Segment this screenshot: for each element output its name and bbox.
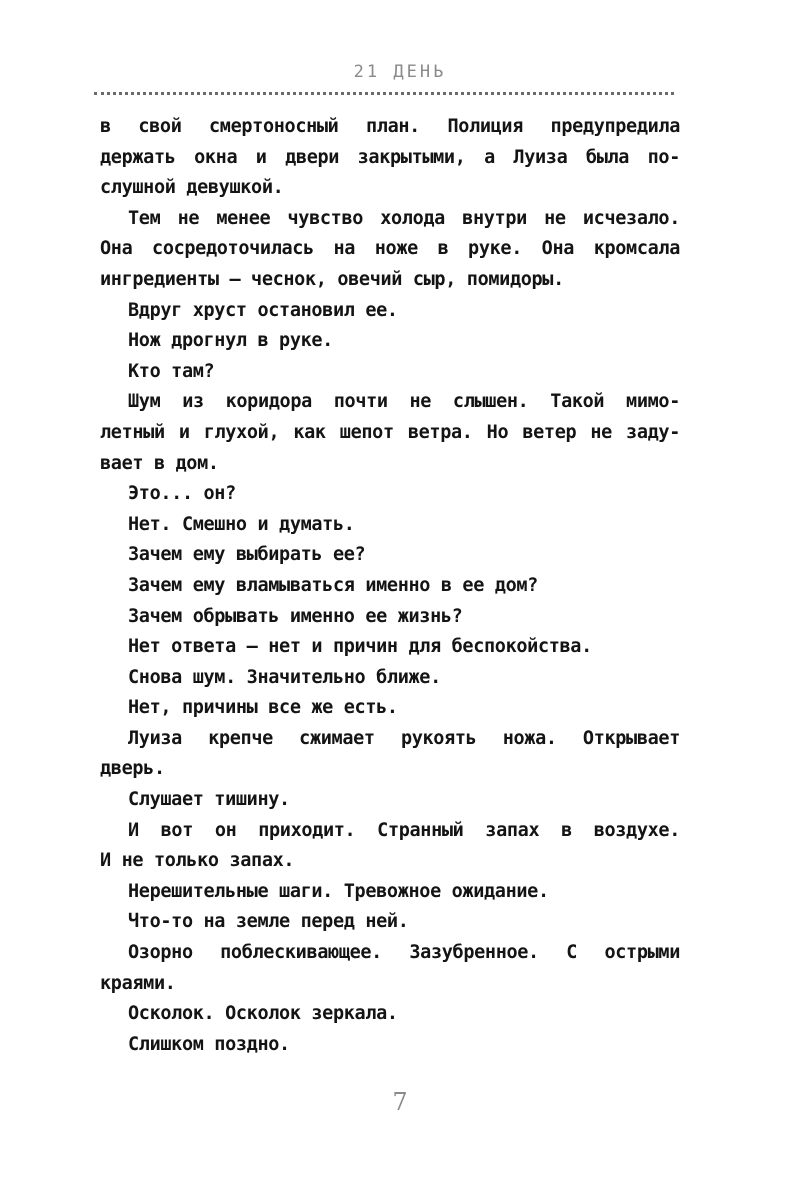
header-dotted-rule — [94, 92, 674, 95]
text-line: Кто там? — [128, 360, 215, 382]
text-line: Нож дрогнул в руке. — [128, 330, 333, 352]
text-line: Снова шум. Значительно ближе. — [128, 666, 441, 688]
text-line: краями. — [100, 972, 176, 994]
text-line: И не только запах. — [100, 850, 295, 872]
text-line: Она сосредоточилась на ноже в руке. Она кромсала — [100, 238, 680, 260]
text-line: Это... он? — [128, 483, 236, 505]
running-head-title: 21 ДЕНЬ — [353, 62, 447, 82]
text-line: Луиза крепче сжимает рукоять ножа. Открывает — [128, 727, 680, 749]
text-line: вает в дом. — [100, 452, 219, 474]
text-line: Зачем ему вламываться именно в ее дом? — [128, 574, 538, 596]
text-line: Слишком поздно. — [128, 1033, 290, 1055]
text-line: держать окна и двери закрытыми, а Луиза была по- — [100, 146, 680, 168]
text-line: Осколок. Осколок зеркала. — [128, 1003, 398, 1025]
text-line: Озорно поблескивающее. Зазубренное. С острыми — [128, 942, 680, 964]
text-line: Нет. Смешно и думать. — [128, 513, 355, 535]
text-line: Тем не менее чувство холода внутри не исчезало. — [128, 207, 680, 229]
text-line: Зачем ему выбирать ее? — [128, 544, 366, 566]
text-line: И вот он приходит. Странный запах в воздухе. — [128, 819, 680, 841]
text-line: Нерешительные шаги. Тревожное ожидание. — [128, 880, 549, 902]
text-line: Зачем обрывать именно ее жизнь? — [128, 605, 463, 627]
text-line: Вдруг хруст остановил ее. — [128, 299, 398, 321]
text-line: Нет, причины все же есть. — [128, 697, 398, 719]
page-number: 7 — [392, 1088, 408, 1116]
page-text-body — [100, 112, 680, 1060]
text-line: ингредиенты — чеснок, овечий сыр, помидоры. — [100, 268, 564, 290]
text-line: дверь. — [100, 758, 165, 780]
text-line: Шум из коридора почти не слышен. Такой мимо- — [128, 391, 680, 413]
text-line: Слушает тишину. — [128, 789, 290, 811]
text-line: в свой смертоносный план. Полиция предупредила — [100, 116, 680, 137]
text-line: слушной девушкой. — [100, 177, 284, 199]
text-line: летный и глухой, как шепот ветра. Но ветер не заду- — [100, 421, 680, 443]
text-line: Что-то на земле перед ней. — [128, 911, 409, 933]
text-line: Нет ответа — нет и причин для беспокойства. — [128, 636, 592, 658]
